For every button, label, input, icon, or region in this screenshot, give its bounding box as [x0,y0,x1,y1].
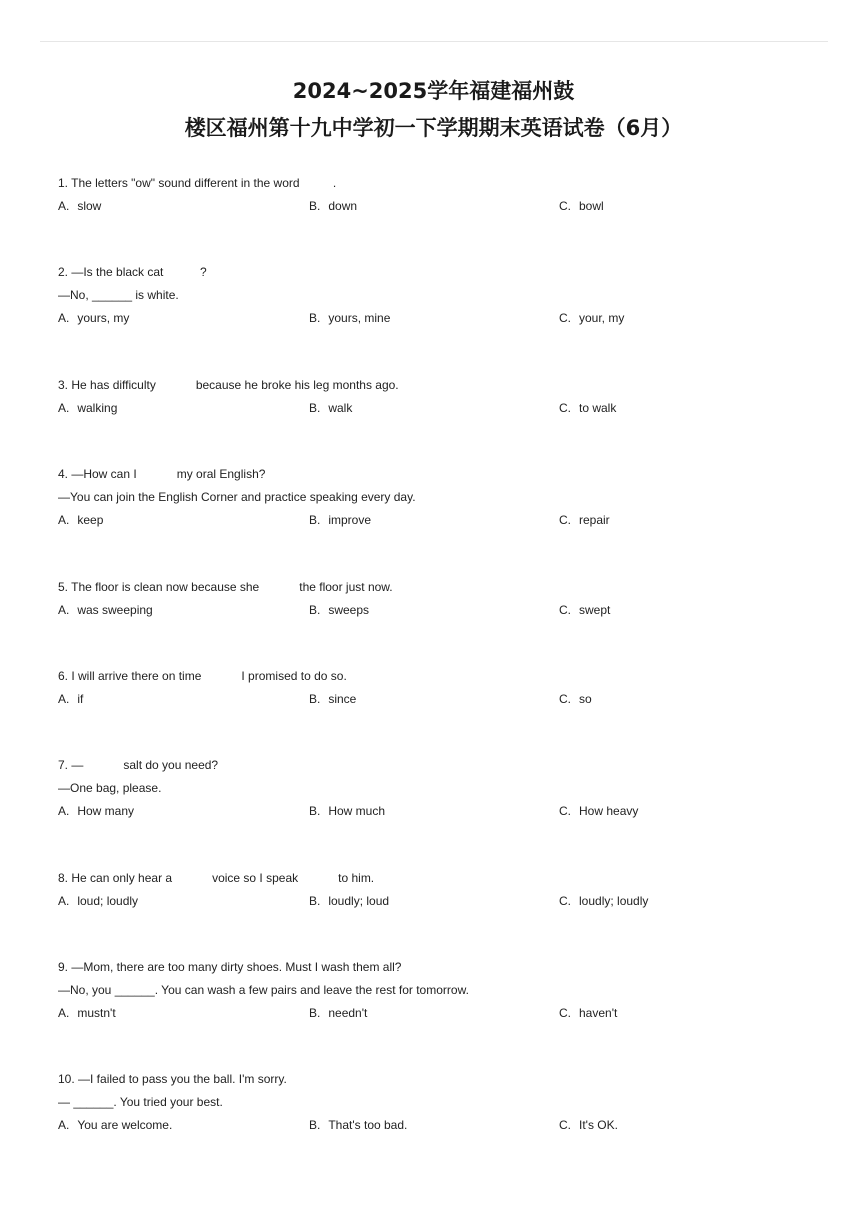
option-a[interactable] [58,512,103,529]
option-text: It's OK. [579,1118,618,1132]
option-text: needn't [328,1006,368,1020]
option-letter: B. [309,804,321,818]
option-a[interactable] [58,310,129,327]
options-row [58,198,818,218]
option-a[interactable] [58,1117,172,1134]
option-c[interactable] [559,803,638,820]
question-10 [58,1071,818,1137]
option-letter: A. [58,1006,70,1020]
option-b[interactable] [309,602,369,619]
option-text: bowl [579,199,604,213]
option-letter: C. [559,199,571,213]
question-9 [58,959,818,1025]
question-2 [58,264,818,330]
option-letter: A. [58,692,70,706]
option-letter: B. [309,401,321,415]
option-text: your, my [579,311,625,325]
option-text: That's too bad. [328,1118,408,1132]
option-a[interactable] [58,803,134,820]
option-letter: B. [309,1006,321,1020]
option-a[interactable] [58,893,138,910]
option-letter: B. [309,894,321,908]
option-letter: C. [559,311,571,325]
option-letter: C. [559,804,571,818]
option-letter: C. [559,894,571,908]
question-stem: 5. The floor is clean now because she the floor just now. [58,580,393,594]
option-c[interactable] [559,400,616,417]
option-letter: C. [559,692,571,706]
question-dialogue-line: — ______. You tried your best. [58,1095,223,1109]
options-row [58,1005,818,1025]
question-dialogue-line: —No, you ______. You can wash a few pairs and leave the rest for tomorrow. [58,983,469,997]
option-a[interactable] [58,198,101,215]
option-text: was sweeping [77,603,153,617]
question-dialogue-line: —No, ______ is white. [58,288,179,302]
question-8 [58,870,818,913]
option-text: mustn't [77,1006,116,1020]
question-dialogue-line: —One bag, please. [58,781,162,795]
question-stem: 9. —Mom, there are too many dirty shoes. Must I wash them all? [58,960,402,974]
option-c[interactable] [559,893,648,910]
option-b[interactable] [309,310,390,327]
option-letter: A. [58,603,70,617]
option-letter: A. [58,199,70,213]
option-text: walking [77,401,118,415]
option-text: since [328,692,357,706]
option-c[interactable] [559,602,610,619]
option-b[interactable] [309,1117,407,1134]
option-letter: A. [58,804,70,818]
options-row [58,1117,818,1137]
option-text: loudly; loud [328,894,390,908]
option-text: so [579,692,592,706]
option-text: sweeps [328,603,370,617]
question-stem: 2. —Is the black cat ? [58,265,207,279]
option-text: improve [328,513,372,527]
question-dialogue-line: —You can join the English Corner and practice speaking every day. [58,490,416,504]
option-b[interactable] [309,803,385,820]
page-title-line-2: 楼区福州第十九中学初一下学期期末英语试卷（6月） [184,116,683,140]
options-row [58,893,818,913]
option-a[interactable] [58,400,117,417]
option-text: How much [328,804,386,818]
options-row [58,400,818,420]
option-a[interactable] [58,602,153,619]
option-text: keep [77,513,104,527]
question-5 [58,579,818,622]
option-c[interactable] [559,512,610,529]
option-letter: C. [559,603,571,617]
option-text: if [77,692,84,706]
option-c[interactable] [559,198,604,215]
question-7 [58,757,818,823]
option-c[interactable] [559,310,624,327]
option-c[interactable] [559,1005,617,1022]
option-letter: B. [309,603,321,617]
option-letter: A. [58,311,70,325]
question-stem: 7. — salt do you need? [58,758,219,772]
question-stem: 1. The letters "ow" sound different in the word . [58,176,337,190]
option-b[interactable] [309,400,352,417]
option-letter: C. [559,1006,571,1020]
option-b[interactable] [309,691,356,708]
question-stem: 6. I will arrive there on time I promised to do so. [58,669,347,683]
question-stem: 3. He has difficulty because he broke his leg months ago. [58,378,399,392]
option-letter: B. [309,311,321,325]
question-1 [58,175,818,218]
option-text: You are welcome. [77,1118,173,1132]
question-stem: 10. —I failed to pass you the ball. I'm sorry. [58,1072,287,1086]
option-b[interactable] [309,1005,367,1022]
options-row [58,803,818,823]
option-letter: B. [309,1118,321,1132]
header-divider [40,41,828,42]
question-6 [58,668,818,711]
option-text: repair [579,513,610,527]
option-text: How many [77,804,135,818]
question-4 [58,466,818,532]
option-b[interactable] [309,512,371,529]
option-text: yours, my [77,311,130,325]
options-row [58,310,818,330]
option-text: haven't [579,1006,618,1020]
options-row [58,602,818,622]
page-title-line-1: 2024~2025学年福建福州鼓 [292,79,575,103]
option-text: loudly; loudly [579,894,649,908]
question-stem: 4. —How can I my oral English? [58,467,266,481]
option-letter: B. [309,513,321,527]
option-b[interactable] [309,893,389,910]
option-a[interactable] [58,691,83,708]
option-text: slow [77,199,102,213]
option-text: to walk [579,401,617,415]
options-row [58,512,818,532]
option-b[interactable] [309,198,357,215]
option-letter: A. [58,1118,70,1132]
option-a[interactable] [58,1005,116,1022]
option-text: swept [579,603,611,617]
option-letter: C. [559,513,571,527]
option-text: loud; loudly [77,894,139,908]
option-text: yours, mine [328,311,391,325]
option-letter: A. [58,513,70,527]
option-letter: B. [309,692,321,706]
option-text: How heavy [579,804,639,818]
option-text: down [328,199,358,213]
question-3 [58,377,818,420]
option-letter: C. [559,401,571,415]
option-text: walk [328,401,353,415]
options-row [58,691,818,711]
option-letter: A. [58,894,70,908]
option-letter: C. [559,1118,571,1132]
option-c[interactable] [559,1117,618,1134]
option-letter: B. [309,199,321,213]
question-stem: 8. He can only hear a voice so I speak to him. [58,871,375,885]
option-c[interactable] [559,691,592,708]
option-letter: A. [58,401,70,415]
